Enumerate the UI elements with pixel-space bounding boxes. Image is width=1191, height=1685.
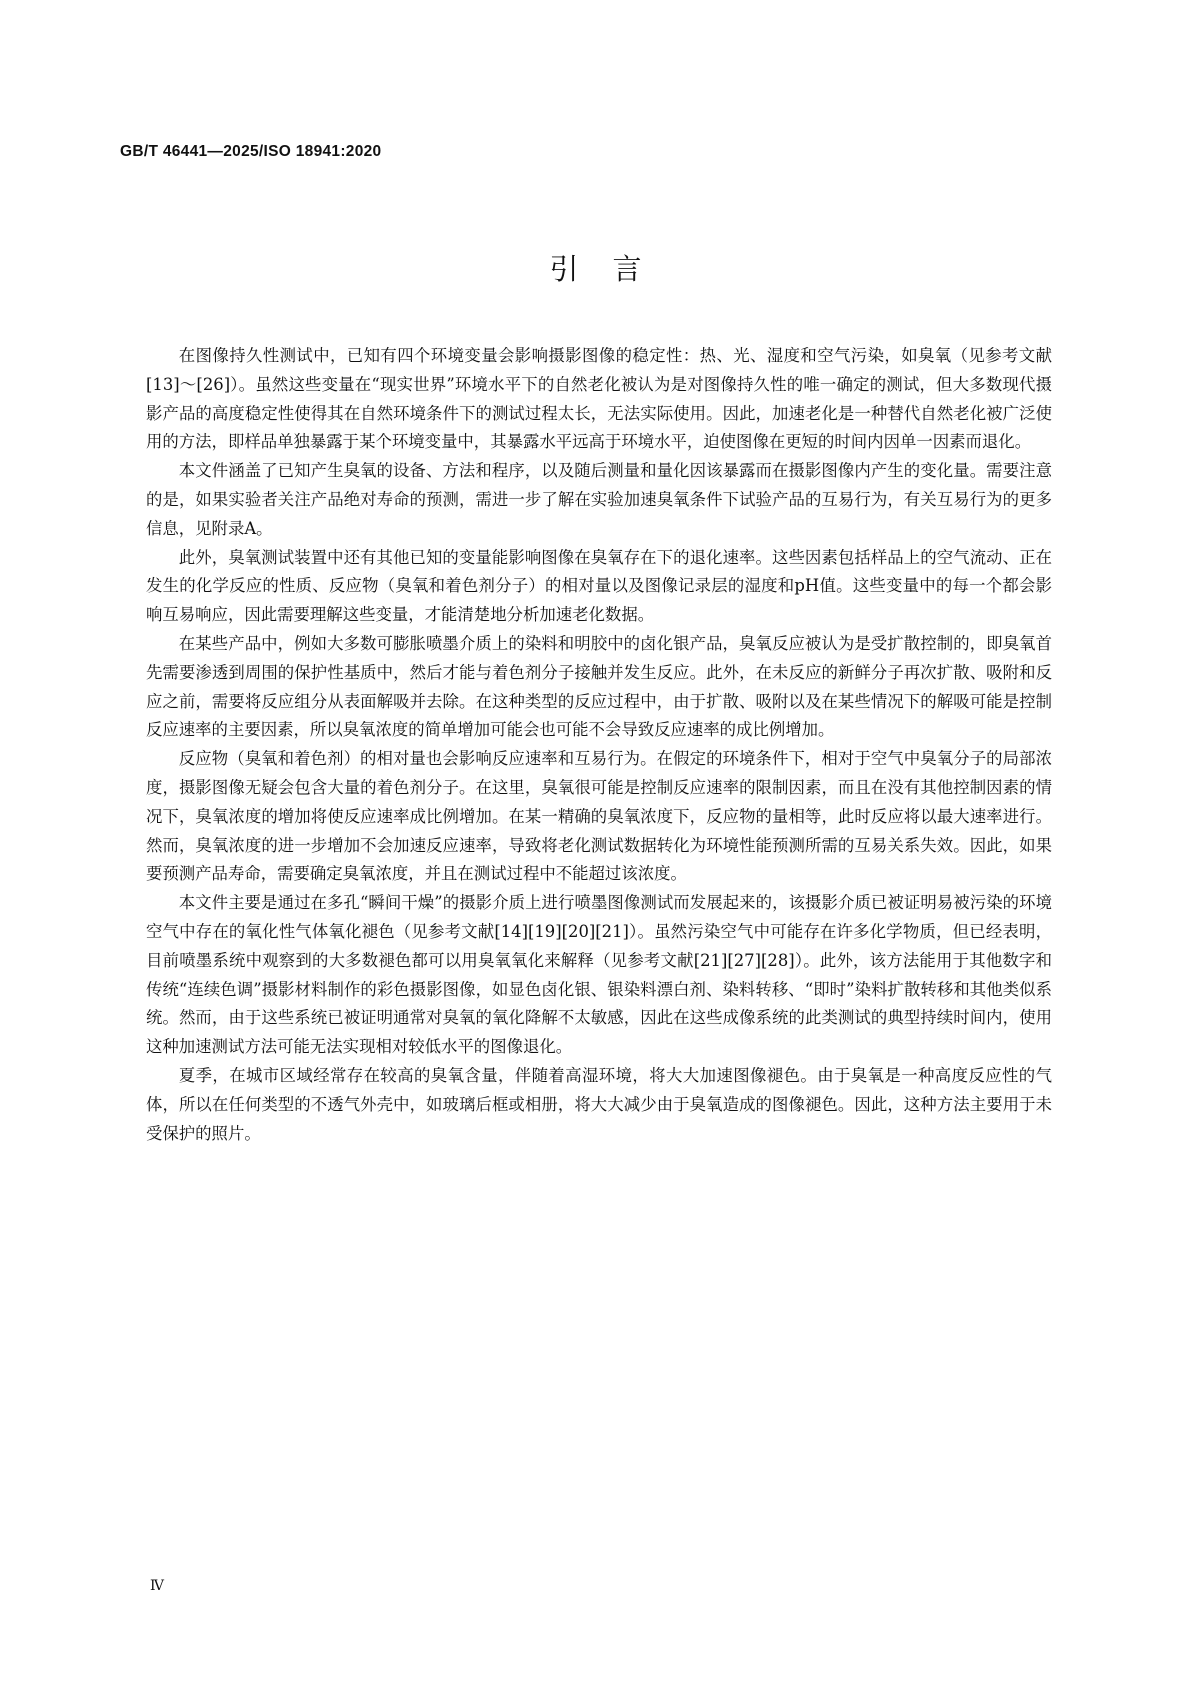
- section-title: 引言: [549, 252, 676, 286]
- paragraph-5: 反应物（臭氧和着色剂）的相对量也会影响反应速率和互易行为。在假定的环境条件下，相对于空气中臭氧分子的局部浓度，摄影图像无疑会包含大量的着色剂分子。在这里，臭氧很可能是控制反应速率的限制因素，而且在没有其他控制因素的情况下，臭氧浓度的增加将使反应速率成比例增加。在某一精确的臭氧浓度下，反应物的量相等，此时反应将以最大速率进行。然而，臭氧浓度的进一步增加不会加速反应速率，导致将老化测试数据转化为环境性能预测所需的互易关系失效。因此，如果要预测产品寿命，需要确定臭氧浓度，并且在测试过程中不能超过该浓度。: [146, 749, 1052, 884]
- paragraph-3: 此外，臭氧测试装置中还有其他已知的变量能影响图像在臭氧存在下的退化速率。这些因素包括样品上的空气流动、正在发生的化学反应的性质、反应物（臭氧和着色剂分子）的相对量以及图像记录层的湿度和pH值。这些变量中的每一个都会影响互易响应，因此需要理解这些变量，才能清楚地分析加速老化数据。: [146, 547, 1052, 625]
- standard-number-header: GB/T 46441—2025/ISO 18941:2020: [120, 143, 382, 160]
- paragraph-2: 本文件涵盖了已知产生臭氧的设备、方法和程序，以及随后测量和量化因该暴露而在摄影图像内产生的变化量。需要注意的是，如果实验者关注产品绝对寿命的预测，需进一步了解在实验加速臭氧条件下试验产品的互易行为，有关互易行为的更多信息，见附录A。: [146, 461, 1052, 538]
- paragraph-7: 夏季，在城市区域经常存在较高的臭氧含量，伴随着高湿环境，将大大加速图像褪色。由于臭氧是一种高度反应性的气体，所以在任何类型的不透气外壳中，如玻璃后框或相册，将大大减少由于臭氧造成的图像褪色。因此，这种方法主要用于未受保护的照片。: [146, 1065, 1052, 1143]
- paragraph-1: 在图像持久性测试中，已知有四个环境变量会影响摄影图像的稳定性：热、光、湿度和空气污染，如臭氧（见参考文献[13]～[26]）。虽然这些变量在“现实世界”环境水平下的自然老化被认为是对图像持久性的唯一确定的测试，但大多数现代摄影产品的高度稳定性使得其在自然环境条件下的测试过程太长，无法实际使用。因此，加速老化是一种替代自然老化被广泛使用的方法，即样品单独暴露于某个环境变量中，其暴露水平远高于环境水平，迫使图像在更短的时间内因单一因素而退化。: [146, 346, 1052, 452]
- page-number: Ⅳ: [150, 1578, 164, 1594]
- paragraph-4: 在某些产品中，例如大多数可膨胀喷墨介质上的染料和明胶中的卤化银产品，臭氧反应被认为是受扩散控制的，即臭氧首先需要渗透到周围的保护性基质中，然后才能与着色剂分子接触并发生反应。此外，在未反应的新鲜分子再次扩散、吸附和反应之前，需要将反应组分从表面解吸并去除。在这种类型的反应过程中，由于扩散、吸附以及在某些情况下的解吸可能是控制反应速率的主要因素，所以臭氧浓度的简单增加可能会也可能不会导致反应速率的成比例增加。: [146, 633, 1052, 740]
- body-text: [146, 342, 1052, 1148]
- paragraph-6: 本文件主要是通过在多孔“瞬间干燥”的摄影介质上进行喷墨图像测试而发展起来的，该摄影介质已被证明易被污染的环境空气中存在的氧化性气体氧化褪色（见参考文献[14][19][20][21]）。虽然污染空气中可能存在许多化学物质，但已经表明，目前喷墨系统中观察到的大多数褪色都可以用臭氧氧化来解释（见参考文献[21][27][28]）。此外，该方法能用于其他数字和传统“连续色调”摄影材料制作的彩色摄影图像，如显色卤化银、银染料漂白剂、染料转移、“即时”染料扩散转移和其他类似系统。然而，由于这些系统已被证明通常对臭氧的氧化降解不太敏感，因此在这些成像系统的此类测试的典型持续时间内，使用这种加速测试方法可能无法实现相对较低水平的图像退化。: [146, 893, 1052, 1057]
